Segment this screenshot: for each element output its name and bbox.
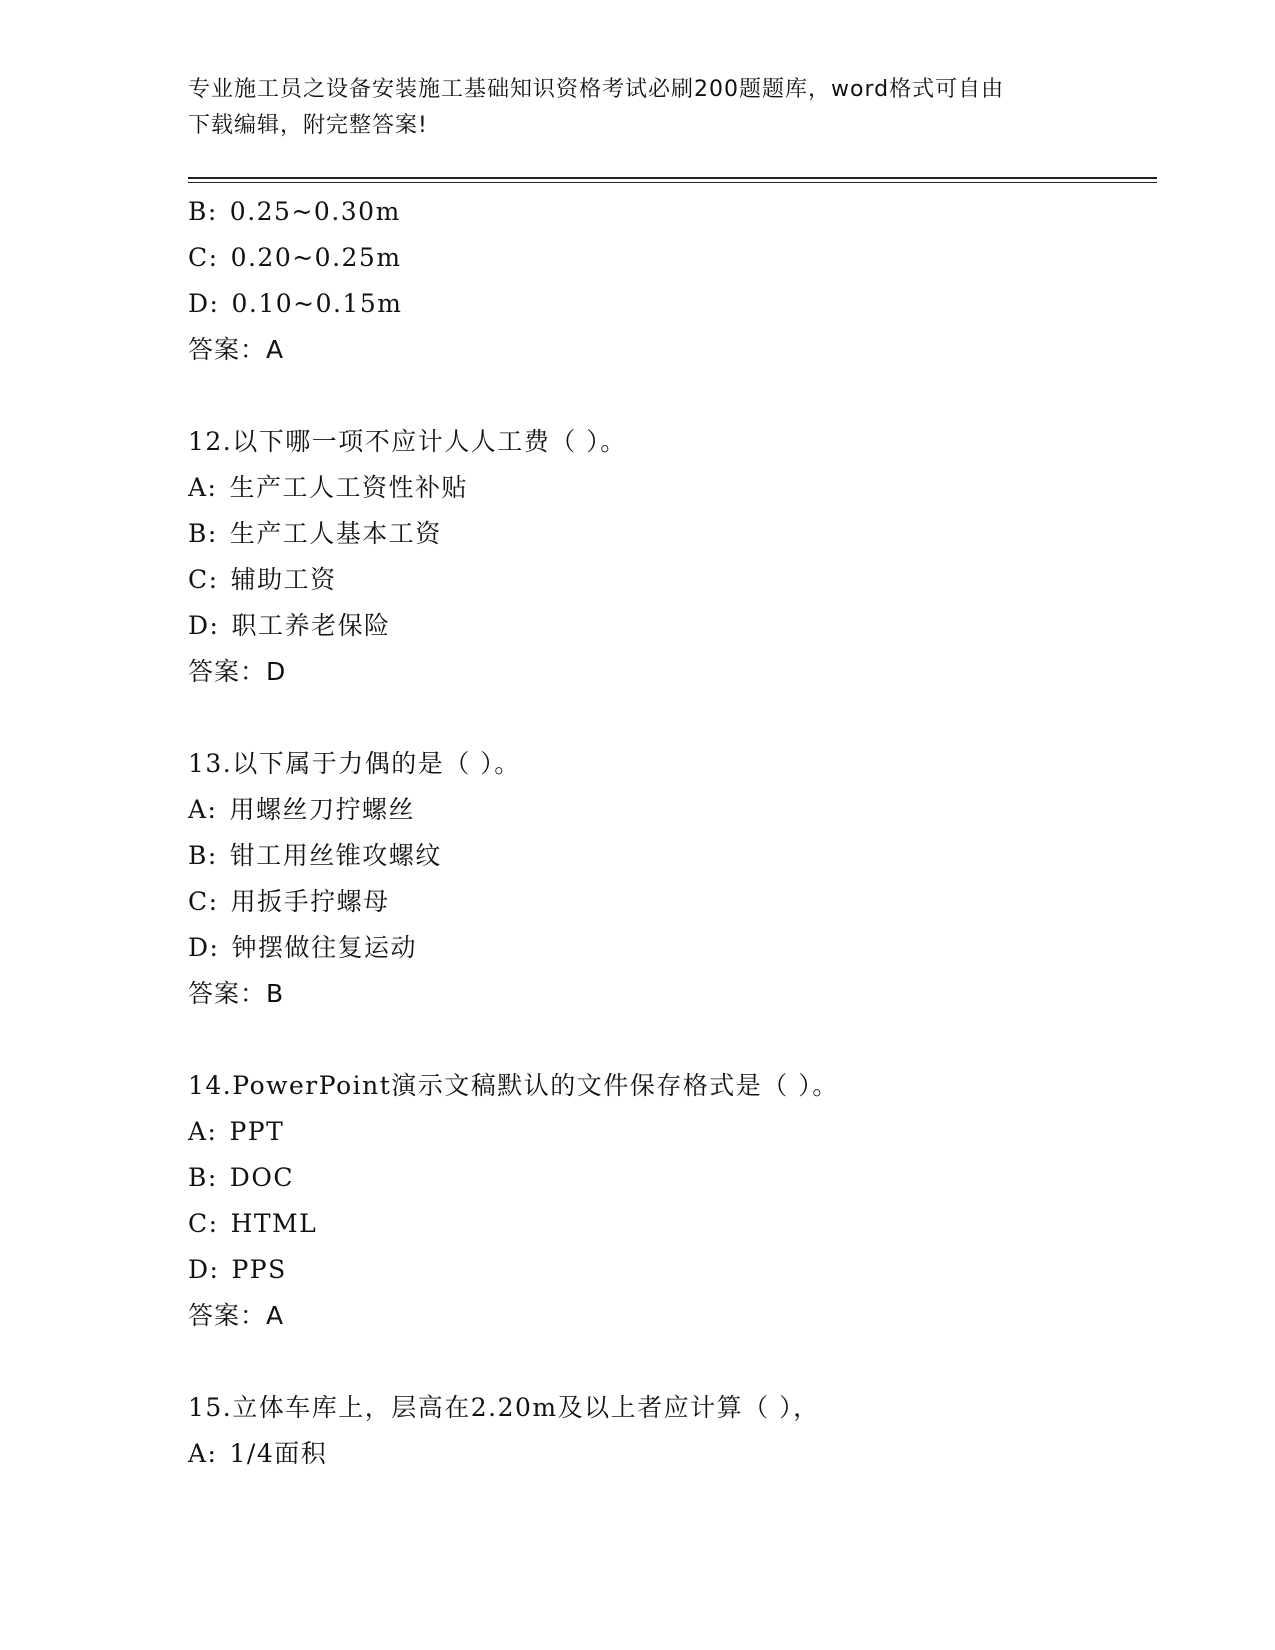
option-text: 辅助工资 bbox=[230, 565, 337, 594]
question-stem: 15.立体车库上，层高在2.20m及以上者应计算（ ）， bbox=[188, 1393, 820, 1422]
option-d bbox=[188, 603, 1148, 649]
option-b bbox=[188, 189, 1148, 235]
option-key: C: bbox=[188, 1209, 219, 1238]
option-text: HTML bbox=[230, 1209, 318, 1238]
option-key: C: bbox=[188, 887, 219, 916]
option-text: 0.10~0.15m bbox=[231, 289, 403, 318]
question-spacer bbox=[188, 1017, 1148, 1063]
option-text: 1/4面积 bbox=[229, 1439, 328, 1468]
option-key: A: bbox=[188, 1117, 218, 1146]
header-divider-thin bbox=[188, 182, 1157, 183]
option-text: PPS bbox=[231, 1255, 287, 1284]
option-key: D: bbox=[188, 1255, 220, 1284]
answer-line: 答案：A bbox=[188, 335, 285, 364]
question-stem: 12.以下哪一项不应计人人工费（ ）。 bbox=[188, 427, 627, 456]
option-b bbox=[188, 833, 1148, 879]
header-title-line-2: 下载编辑，附完整答案! bbox=[188, 113, 428, 138]
option-a bbox=[188, 1109, 1148, 1155]
option-key: A: bbox=[188, 795, 218, 824]
question-14 bbox=[188, 1063, 1148, 1339]
option-c bbox=[188, 879, 1148, 925]
answer-line: 答案：A bbox=[188, 1301, 285, 1330]
option-text: 0.25~0.30m bbox=[229, 197, 401, 226]
header-title-line-1: 专业施工员之设备安装施工基础知识资格考试必刷200题题库，word格式可自由 bbox=[188, 77, 1005, 102]
option-key: A: bbox=[188, 1439, 218, 1468]
question-list bbox=[188, 189, 1148, 1477]
option-key: B: bbox=[188, 1163, 218, 1192]
option-a bbox=[188, 1431, 1148, 1477]
option-text: 职工养老保险 bbox=[231, 611, 391, 640]
question-15 bbox=[188, 1385, 1148, 1477]
option-c bbox=[188, 1201, 1148, 1247]
question-stem: 13.以下属于力偶的是（ ）。 bbox=[188, 749, 521, 778]
answer-line: 答案：D bbox=[188, 657, 287, 686]
option-text: 0.20~0.25m bbox=[230, 243, 402, 272]
option-d bbox=[188, 1247, 1148, 1293]
option-text: 生产工人基本工资 bbox=[229, 519, 442, 548]
option-c bbox=[188, 235, 1148, 281]
option-text: 生产工人工资性补贴 bbox=[229, 473, 468, 502]
option-key: C: bbox=[188, 565, 219, 594]
answer-line: 答案：B bbox=[188, 979, 285, 1008]
option-text: DOC bbox=[229, 1163, 294, 1192]
option-text: 用扳手拧螺母 bbox=[230, 887, 390, 916]
question-13 bbox=[188, 741, 1148, 1017]
document-header bbox=[188, 72, 1068, 144]
option-key: B: bbox=[188, 519, 218, 548]
option-a bbox=[188, 787, 1148, 833]
question-stem: 14.PowerPoint演示文稿默认的文件保存格式是（ ）。 bbox=[188, 1071, 839, 1100]
option-text: PPT bbox=[229, 1117, 285, 1146]
option-b bbox=[188, 511, 1148, 557]
option-d bbox=[188, 281, 1148, 327]
option-key: B: bbox=[188, 841, 218, 870]
option-c bbox=[188, 557, 1148, 603]
option-d bbox=[188, 925, 1148, 971]
option-key: C: bbox=[188, 243, 219, 272]
option-key: A: bbox=[188, 473, 218, 502]
option-key: B: bbox=[188, 197, 218, 226]
question-spacer bbox=[188, 695, 1148, 741]
option-key: D: bbox=[188, 611, 220, 640]
option-b bbox=[188, 1155, 1148, 1201]
question-12 bbox=[188, 419, 1148, 695]
option-a bbox=[188, 465, 1148, 511]
question-spacer bbox=[188, 373, 1148, 419]
option-text: 钟摆做往复运动 bbox=[231, 933, 417, 962]
question-11-tail bbox=[188, 189, 1148, 373]
header-divider-thick bbox=[188, 177, 1157, 179]
option-text: 钳工用丝锥攻螺纹 bbox=[229, 841, 442, 870]
option-key: D: bbox=[188, 289, 220, 318]
option-text: 用螺丝刀拧螺丝 bbox=[229, 795, 415, 824]
question-spacer bbox=[188, 1339, 1148, 1385]
option-key: D: bbox=[188, 933, 220, 962]
